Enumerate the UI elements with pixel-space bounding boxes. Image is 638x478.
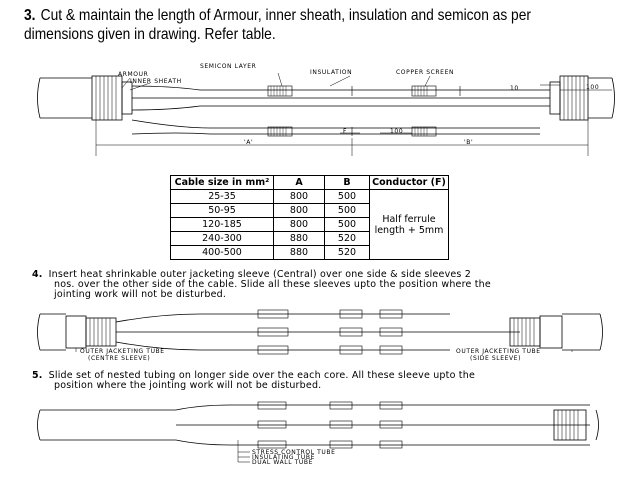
cell-a: 800 bbox=[274, 190, 325, 204]
dimension-a: 'A' bbox=[244, 139, 254, 146]
header-conductor: Conductor (F) bbox=[370, 176, 449, 190]
cell-b: 520 bbox=[325, 246, 370, 260]
step-3-line-1: Cut & maintain the length of Armour, inner sheath, insulation and semicon as per bbox=[40, 7, 531, 24]
step-5-line-1: Slide set of nested tubing on longer side over the each core. All these sleeve upto the bbox=[48, 370, 476, 381]
cell-conductor-note: Half ferrule length + 5mm bbox=[370, 190, 449, 260]
cell-size: 50-95 bbox=[171, 204, 274, 218]
header-a: A bbox=[274, 176, 325, 190]
step-4-line-2: nos. over the other side of the cable. Slide all these sleeves upto the position where the bbox=[54, 279, 491, 290]
cell-size: 120-185 bbox=[171, 218, 274, 232]
cell-a: 880 bbox=[274, 232, 325, 246]
stress-control-tube-label: STRESS CONTROL TUBE bbox=[252, 449, 336, 456]
step-5-line-2: position where the jointing work will not be disturbed. bbox=[54, 380, 322, 391]
table-header-row bbox=[171, 176, 449, 190]
outer-jacketing-tube-centre-label: OUTER JACKETING TUBE bbox=[80, 348, 165, 355]
cell-b: 500 bbox=[325, 204, 370, 218]
cell-a: 800 bbox=[274, 218, 325, 232]
armour-label: ARMOUR bbox=[118, 71, 149, 78]
cell-b: 500 bbox=[325, 190, 370, 204]
inner-sheath-label: INNER SHEATH bbox=[130, 78, 182, 85]
table-row bbox=[171, 190, 449, 204]
cell-a: 880 bbox=[274, 246, 325, 260]
dimension-table bbox=[170, 175, 449, 260]
cell-size: 240-300 bbox=[171, 232, 274, 246]
dimension-100-middle: 100 bbox=[390, 128, 404, 135]
step-4-number: 4. bbox=[32, 269, 43, 280]
step-3-line-2: dimensions given in drawing. Refer table. bbox=[24, 26, 276, 43]
step-4-instruction bbox=[32, 270, 622, 300]
cell-b: 500 bbox=[325, 218, 370, 232]
semicon-layer-label: SEMICON LAYER bbox=[200, 63, 257, 70]
cell-b: 520 bbox=[325, 232, 370, 246]
cell-size: 400-500 bbox=[171, 246, 274, 260]
step-4-line-3: jointing work will not be disturbed. bbox=[54, 289, 227, 300]
dimension-10: 10 bbox=[510, 85, 519, 92]
header-cable-size: Cable size in mm² bbox=[171, 176, 274, 190]
insulating-tube-label: INSULATING TUBE bbox=[252, 454, 316, 461]
cell-size: 25-35 bbox=[171, 190, 274, 204]
step-5-number: 5. bbox=[32, 370, 43, 381]
step-4-line-1: Insert heat shrinkable outer jacketing sleeve (Central) over one side & side sleeves 2 bbox=[48, 269, 472, 280]
centre-sleeve-label: (CENTRE SLEEVE) bbox=[88, 355, 151, 362]
insulation-label: INSULATION bbox=[310, 69, 353, 76]
dimension-100-right: 100 bbox=[586, 84, 600, 91]
dimension-f: F bbox=[343, 128, 348, 135]
copper-screen-label: COPPER SCREEN bbox=[396, 69, 455, 76]
step-5-instruction bbox=[32, 371, 622, 391]
header-b: B bbox=[325, 176, 370, 190]
figure-1-cable-diagram bbox=[38, 73, 615, 156]
dimension-b: 'B' bbox=[464, 139, 474, 146]
cell-a: 800 bbox=[274, 204, 325, 218]
step-3-number: 3. bbox=[24, 7, 36, 24]
outer-jacketing-tube-side-label: OUTER JACKETING TUBE bbox=[456, 348, 541, 355]
dual-wall-tube-label: DUAL WALL TUBE bbox=[252, 459, 314, 466]
side-sleeve-label: (SIDE SLEEVE) bbox=[470, 355, 522, 362]
